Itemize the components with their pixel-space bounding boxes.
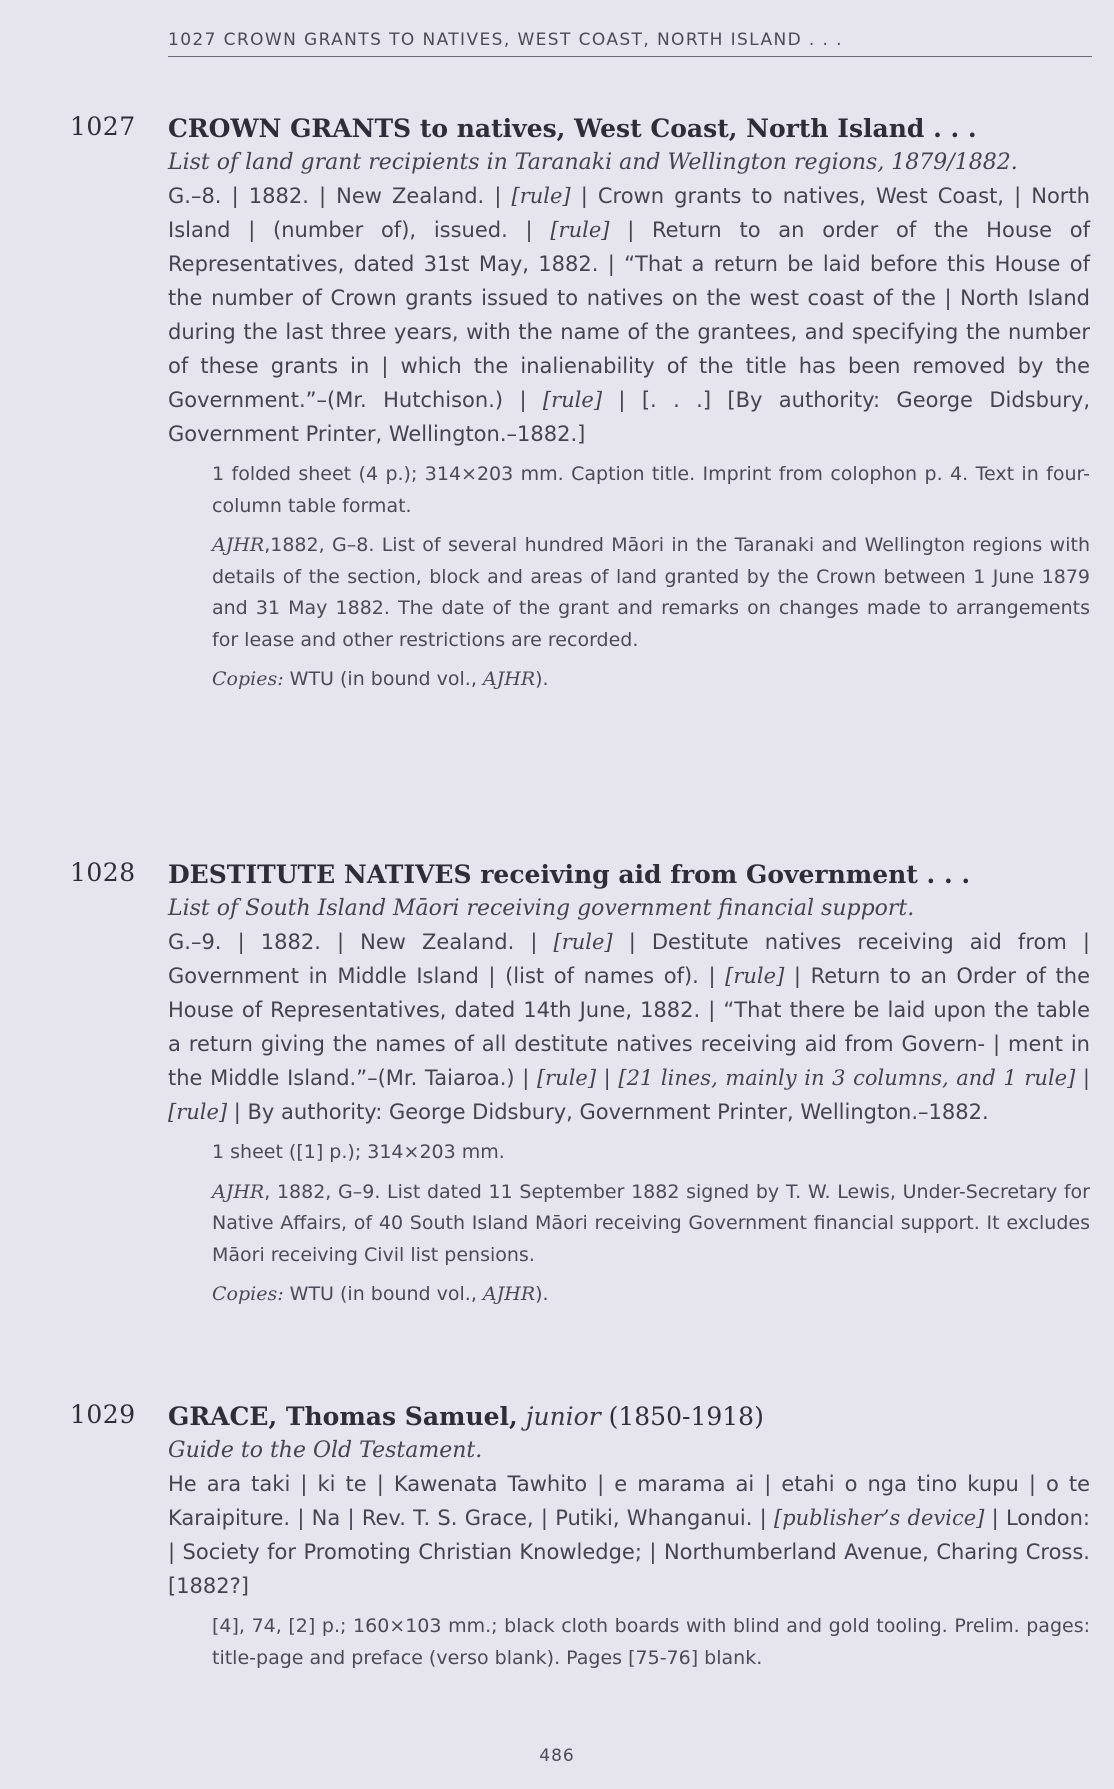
page-number: 486 xyxy=(539,1746,575,1766)
entry-heading: CROWN GRANTS to natives, West Coast, North Island . . . xyxy=(168,114,977,143)
entry-subtitle: List of South Island Māori receiving government financial support. xyxy=(168,896,915,921)
collation: 1 sheet ([1] p.); 314×203 mm. xyxy=(212,1141,505,1163)
entry-notes xyxy=(212,1137,1090,1311)
copies: Copies: WTU (in bound vol., AJHR). xyxy=(212,668,549,690)
title-transcription: G.–9. | 1882. | New Zealand. | [rule] | Destitute natives receiving aid from | Government in Middle Island | (list of names of). | [rule] | Return to an Order of the House of Representatives, dated 14th June, 1882. | “That there be laid upon the table a return giving the names of all destitute natives receiving aid from Govern- | ment in the Middle Island.”–(Mr. Taiaroa.) | [rule] | [21 lines, mainly in 3 columns, and 1 rule] | [rule] | By authority: George Didsbury, Government Printer, Wellington.–1882. xyxy=(168,930,1090,1124)
entry-1027 xyxy=(70,112,1090,704)
title-transcription: G.–8. | 1882. | New Zealand. | [rule] | Crown grants to natives, West Coast, | North Island | (number of), issued. | [rule] | Return to an order of the House of Representatives, dated 31st May, 1882. | “That a return be laid before this House of the number of Crown grants issued to natives on the west coast of the | North Island during the last three years, with the name of the grantees, and specifying the number of these grants in | which the inalienability of the title has been removed by the Government.”–(Mr. Hutchison.) | [rule] | [. . .] [By authority: George Didsbury, Government Printer, Wellington.–1882.] xyxy=(168,184,1091,446)
annotation: AJHR, 1882, G–9. List dated 11 September 1882 signed by T. W. Lewis, Under-Secretary for Native Affairs, of 40 South Island Māori receiving Government financial support. It excludes Māori receiving Civil list pensions. xyxy=(212,1180,1090,1266)
entry-number: 1028 xyxy=(70,858,136,887)
collation: 1 folded sheet (4 p.); 314×203 mm. Caption title. Imprint from colophon p. 4. Text in four-column table format. xyxy=(212,463,1090,517)
entry-1028 xyxy=(70,858,1090,1319)
entry-number: 1027 xyxy=(70,112,136,141)
entry-heading: GRACE, Thomas Samuel, junior (1850-1918) xyxy=(168,1402,764,1431)
copies: Copies: WTU (in bound vol., AJHR). xyxy=(212,1283,549,1305)
entry-notes xyxy=(212,1611,1090,1674)
annotation: AJHR,1882, G–8. List of several hundred Māori in the Taranaki and Wellington regions with details of the section, block and areas of land granted by the Crown between 1 June 1879 and 31 May 1882. The date of the grant and remarks on changes made to arrangements for lease and other restrictions are recorded. xyxy=(212,534,1090,651)
collation: [4], 74, [2] p.; 160×103 mm.; black cloth boards with blind and gold tooling. Prelim. pages: title-page and preface (verso blank). Pages [75-76] blank. xyxy=(212,1615,1090,1669)
running-head: 1027 CROWN GRANTS TO NATIVES, WEST COAST, NORTH ISLAND . . . xyxy=(168,30,1092,57)
title-transcription: He ara taki | ki te | Kawenata Tawhito | e marama ai | etahi o nga tino kupu | o te Karaipiture. | Na | Rev. T. S. Grace, | Putiki, Whanganui. | [publisher’s device] | London: | Society for Promoting Christian Knowledge; | Northumberland Avenue, Charing Cross. [1882?] xyxy=(168,1472,1091,1598)
entry-subtitle: List of land grant recipients in Taranaki and Wellington regions, 1879/1882. xyxy=(168,150,1018,175)
entry-heading: DESTITUTE NATIVES receiving aid from Government . . . xyxy=(168,860,971,889)
entry-number: 1029 xyxy=(70,1400,136,1429)
entry-notes xyxy=(212,459,1090,696)
entry-subtitle: Guide to the Old Testament. xyxy=(168,1438,483,1463)
entry-1029 xyxy=(70,1400,1090,1682)
